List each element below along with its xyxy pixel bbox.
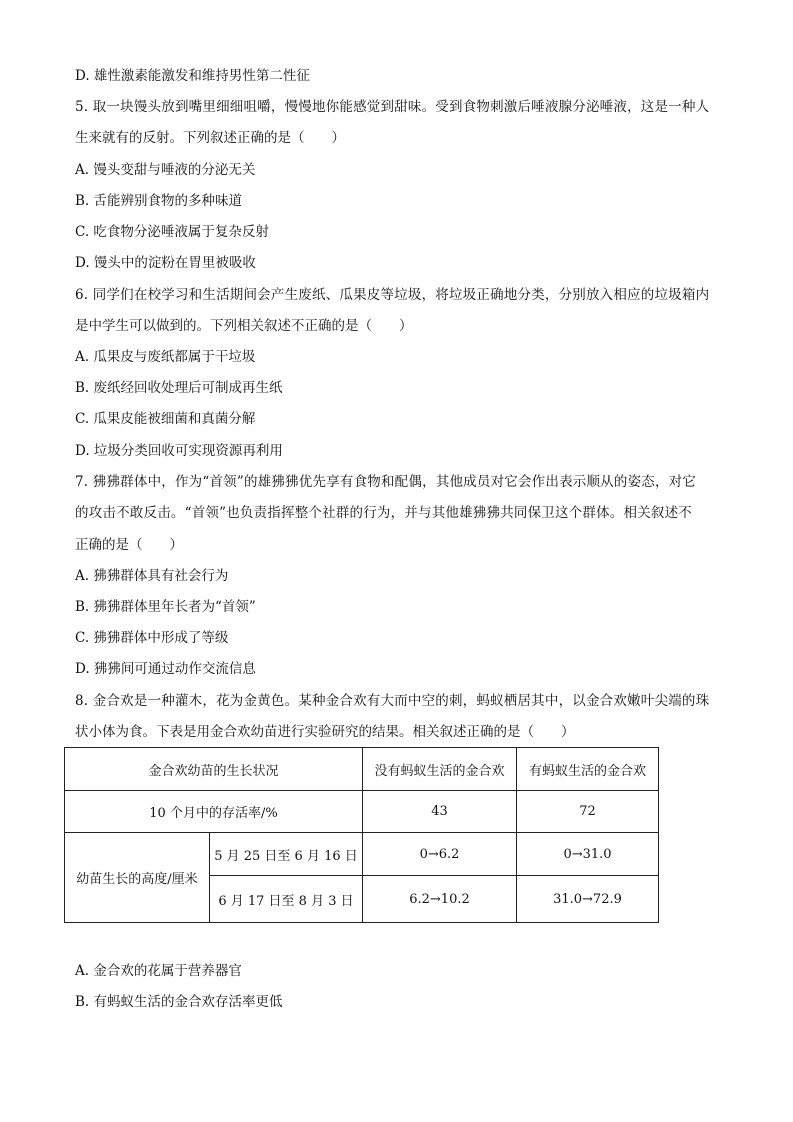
question-6-line2: 是中学生可以做到的。下列相关叙述不正确的是（ ） [75, 318, 413, 334]
header-with-ants: 有蚂蚁生活的金合欢 [517, 748, 659, 791]
height-label: 幼苗生长的高度/厘米 [65, 833, 210, 923]
question-7-line3: 正确的是（ ） [75, 537, 183, 553]
period-1-without: 0→6.2 [363, 833, 517, 876]
period-1: 5 月 25 日至 6 月 16 日 [210, 833, 363, 876]
period-1-with: 0→31.0 [517, 833, 659, 876]
line-d-hormone: D. 雄性激素能激发和维持男性第二性征 [75, 68, 310, 84]
question-8-line1: 8. 金合欢是一种灌木，花为金黄色。某种金合欢有大而中空的刺，蚂蚁栖居其中，以金合欢嫩叶尖端的珠 [75, 693, 710, 709]
q7-option-a: A. 狒狒群体具有社会行为 [75, 568, 229, 584]
q8-option-b: B. 有蚂蚁生活的金合欢存活率更低 [75, 994, 283, 1010]
survival-label: 10 个月中的存活率/% [65, 791, 363, 833]
experiment-table [64, 747, 659, 923]
header-without-ants: 没有蚂蚁生活的金合欢 [363, 748, 517, 791]
q6-option-d: D. 垃圾分类回收可实现资源再利用 [75, 443, 283, 459]
period-2-with: 31.0→72.9 [517, 876, 659, 923]
q5-option-b: B. 舌能辨别食物的多种味道 [75, 193, 243, 209]
question-7-line2: 的攻击不敢反击。“首领”也负责指挥整个社群的行为，并与其他雄狒狒共同保卫这个群体。相关叙述不 [75, 505, 693, 521]
q5-option-d: D. 馒头中的淀粉在胃里被吸收 [75, 255, 256, 271]
q7-option-c: C. 狒狒群体中形成了等级 [75, 630, 229, 646]
header-growth: 金合欢幼苗的生长状况 [65, 748, 363, 791]
q6-option-c: C. 瓜果皮能被细菌和真菌分解 [75, 411, 256, 427]
question-5-line2: 生来就有的反射。下列叙述正确的是（ ） [75, 130, 345, 146]
question-5-line1: 5. 取一块馒头放到嘴里细细咀嚼，慢慢地你能感觉到甜味。受到食物刺激后唾液腺分泌唾液，这是一种人 [75, 99, 710, 115]
q5-option-a: A. 馒头变甜与唾液的分泌无关 [75, 162, 256, 178]
q7-option-d: D. 狒狒间可通过动作交流信息 [75, 661, 256, 677]
period-2-without: 6.2→10.2 [363, 876, 517, 923]
question-6-line1: 6. 同学们在校学习和生活期间会产生废纸、瓜果皮等垃圾，将垃圾正确地分类，分别放入相应的垃圾箱内 [75, 287, 710, 303]
q7-option-b: B. 狒狒群体里年长者为“首领” [75, 599, 256, 615]
survival-with: 72 [517, 791, 659, 833]
q6-option-b: B. 废纸经回收处理后可制成再生纸 [75, 380, 283, 396]
question-8-line2: 状小体为食。下表是用金合欢幼苗进行实验研究的结果。相关叙述正确的是（ ） [75, 724, 575, 740]
q5-option-c: C. 吃食物分泌唾液属于复杂反射 [75, 224, 269, 240]
survival-without: 43 [363, 791, 517, 833]
q6-option-a: A. 瓜果皮与废纸都属于干垃圾 [75, 349, 256, 365]
period-2: 6 月 17 日至 8 月 3 日 [210, 876, 363, 923]
question-7-line1: 7. 狒狒群体中，作为“首领”的雄狒狒优先享有食物和配偶，其他成员对它会作出表示顺从的姿态，对它 [75, 474, 697, 490]
q8-option-a: A. 金合欢的花属于营养器官 [75, 963, 242, 979]
